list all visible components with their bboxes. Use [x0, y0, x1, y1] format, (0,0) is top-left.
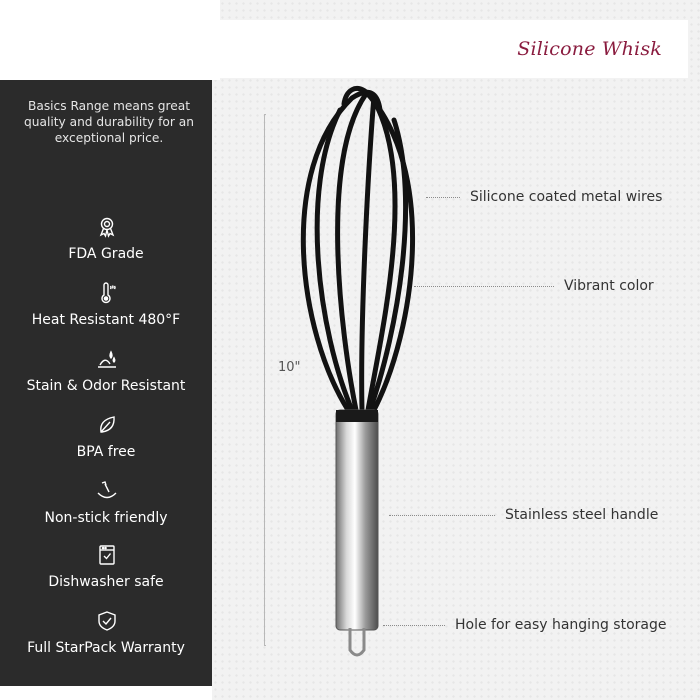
award-medal-icon	[96, 216, 118, 238]
thermometer-icon	[96, 282, 118, 304]
feature-label: Stain & Odor Resistant	[26, 378, 186, 394]
feature-bpa-free	[0, 414, 212, 474]
callout-leader	[389, 515, 495, 516]
callout-label: Vibrant color	[564, 278, 654, 294]
callout-leader	[414, 286, 554, 287]
length-label: 10"	[278, 360, 301, 375]
leaf-icon	[96, 414, 118, 436]
hanging-loop	[350, 628, 364, 655]
callout-wires	[426, 187, 662, 207]
dishwasher-icon	[96, 544, 118, 566]
whisk-illustration	[270, 80, 450, 680]
feature-label: Full StarPack Warranty	[27, 640, 185, 656]
feature-sidebar	[0, 80, 212, 686]
feature-label: BPA free	[76, 444, 136, 460]
silicone-wires	[303, 88, 412, 410]
callout-label: Silicone coated metal wires	[470, 189, 663, 205]
feature-warranty	[0, 610, 212, 670]
feature-label: Heat Resistant 480°F	[31, 312, 181, 328]
pan-spatula-icon	[96, 480, 118, 502]
callout-hole	[383, 615, 666, 635]
callout-leader	[383, 625, 445, 626]
handle-collar	[336, 410, 378, 422]
callout-label: Stainless steel handle	[505, 507, 659, 523]
callout-leader	[426, 197, 460, 198]
feature-label: Dishwasher safe	[48, 574, 164, 590]
length-dimension-line	[264, 114, 266, 646]
stainless-handle	[336, 410, 378, 630]
feature-label: FDA Grade	[68, 246, 144, 262]
callout-handle	[389, 505, 658, 525]
feature-stain-odor	[0, 348, 212, 408]
feature-non-stick	[0, 480, 212, 540]
feature-fda-grade	[0, 216, 212, 276]
top-banner-left	[0, 0, 220, 80]
intro-text: Basics Range means great quality and durability for an exceptional price.	[24, 99, 194, 145]
feature-heat-resistant	[0, 282, 212, 342]
product-title: Silicone Whisk	[517, 38, 662, 60]
callout-color	[414, 276, 654, 296]
shield-check-icon	[96, 610, 118, 632]
feature-label: Non-stick friendly	[44, 510, 168, 526]
callout-label: Hole for easy hanging storage	[455, 617, 667, 633]
stain-drops-icon	[96, 348, 118, 370]
feature-dishwasher-safe	[0, 544, 212, 604]
